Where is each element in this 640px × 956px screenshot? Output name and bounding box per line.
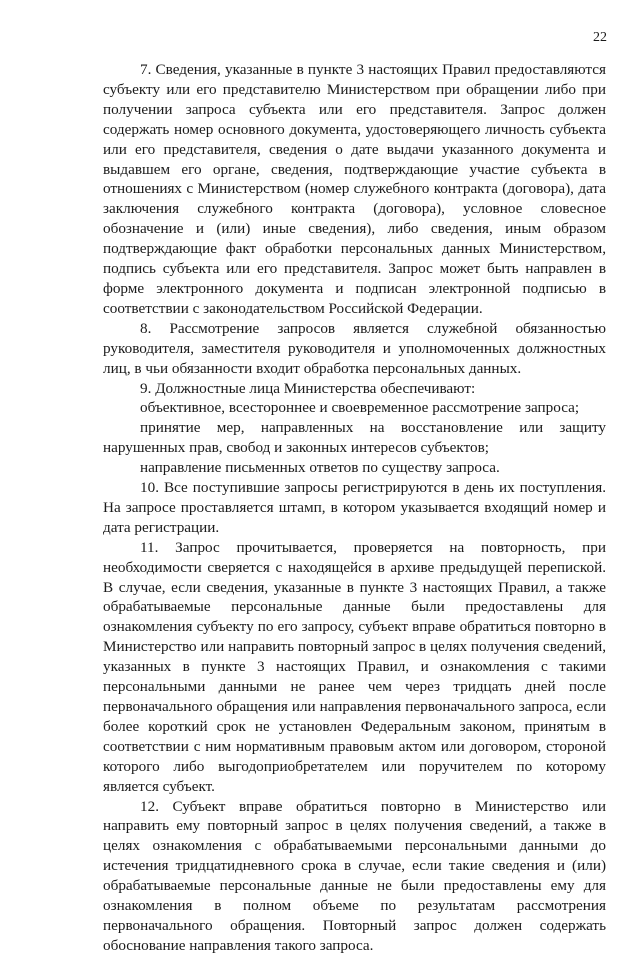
paragraph-9-item-3: направление письменных ответов по существу запроса.: [140, 459, 500, 477]
paragraph-11: 11. Запрос прочитывается, проверяется на повторность, при необходимости сверяется с находящейся в архиве предыдущей перепиской. В случае, если сведения, указанные в пункте 3 настоящих Правил, а также обрабатываемые персональные данные были предоставлены для ознакомления субъекту по его запросу, субъект вправе обратиться повторно в Министерство или направить повторный запрос в целях получения сведений, указанных в пункте 3 настоящих Правил, и ознакомления с такими персональными данными не ранее чем через тридцать дней после первоначального обращения или направления первоначального запроса, если более короткий срок не установлен Федеральным законом, принятым в соответствии с ним нормативным правовым актом или договором, стороной которого либо выгодоприобретателем или поручителем по которому является субъект.: [103, 538, 606, 795]
document-body: [103, 60, 606, 956]
paragraph-9-item-2: принятие мер, направленных на восстановление или защиту нарушенных прав, свобод и законных интересов субъектов;: [103, 419, 606, 457]
paragraph-7: 7. Сведения, указанные в пункте 3 настоящих Правил предоставляются субъекту или его представителю Министерством при обращении либо при получении запроса субъекта или его представителя. Запрос должен содержать номер основного документа, удостоверяющего личность субъекта или его представителя, сведения о дате выдачи указанного документа и выдавшем его органе, сведения, подтверждающие участие субъекта в отношениях с Министерством (номер служебного контракта (договора), дата заключения служебного контракта (договора), условное словесное обозначение и (или) иные сведения), либо сведения, иным образом подтверждающие факт обработки персональных данных Министерством, подпись субъекта или его представителя. Запрос может быть направлен в форме электронного документа и подписан электронной подписью в соответствии с законодательством Российской Федерации.: [103, 61, 606, 317]
paragraph-10: 10. Все поступившие запросы регистрируются в день их поступления. На запросе проставляется штамп, в котором указывается входящий номер и дата регистрации.: [103, 479, 606, 536]
paragraph-12: 12. Субъект вправе обратиться повторно в Министерство или направить ему повторный запрос в целях получения сведений, а также в целях ознакомления с обрабатываемыми персональными данными до истечения тридцатидневного срока в случае, если такие сведения и (или) обрабатываемые персональные данные не были предоставлены ему для ознакомления в полном объеме по результатам рассмотрения первоначального обращения. Повторный запрос должен содержать обоснование направления такого запроса.: [103, 797, 606, 954]
paragraph-9: 9. Должностные лица Министерства обеспечивают:: [140, 379, 476, 397]
paragraph-8: 8. Рассмотрение запросов является служебной обязанностью руководителя, заместителя руководителя и уполномоченных должностных лиц, в чьи обязанности входит обработка персональных данных.: [103, 319, 606, 377]
paragraph-9-item-1: объективное, всестороннее и своевременное рассмотрение запроса;: [140, 399, 580, 417]
page-number: 22: [593, 30, 607, 45]
